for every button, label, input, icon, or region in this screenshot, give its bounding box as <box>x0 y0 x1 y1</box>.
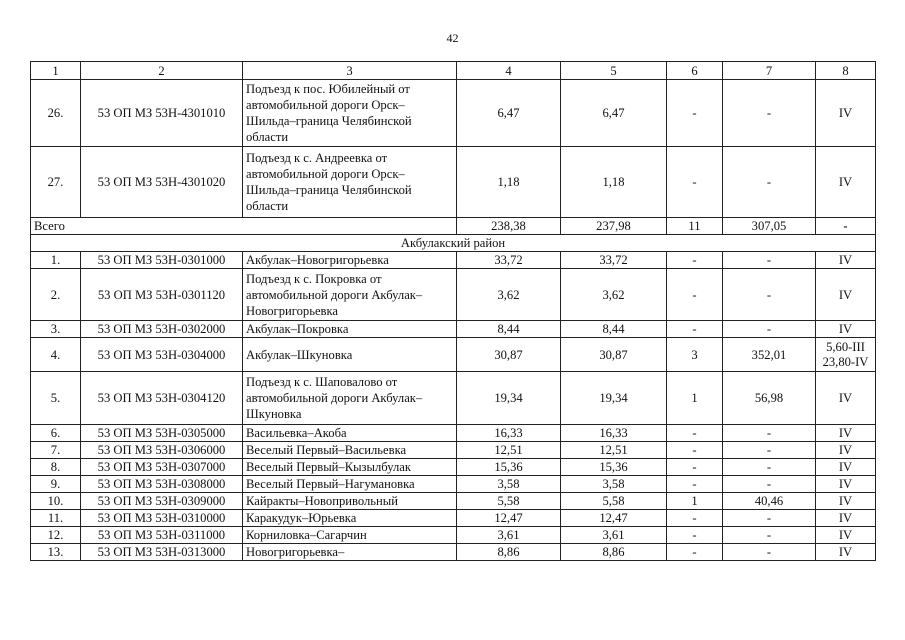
cell-col5: 3,61 <box>561 527 667 544</box>
cell-col8: IV <box>816 80 876 147</box>
cell-col8: IV <box>816 425 876 442</box>
table-row <box>31 459 876 476</box>
cell-col8: IV <box>816 493 876 510</box>
road-name: Подъезд к с. Покровка от автомобильной дороги Акбулак–Новогригорьевка <box>243 269 457 321</box>
cell-col5: 5,58 <box>561 493 667 510</box>
cell-col6: - <box>667 425 723 442</box>
cell-col4: 16,33 <box>457 425 561 442</box>
table-row <box>31 252 876 269</box>
row-number: 6. <box>31 425 81 442</box>
table-row <box>31 338 876 372</box>
header-cell: 4 <box>457 62 561 80</box>
cell-col4: 30,87 <box>457 338 561 372</box>
cell-col6: - <box>667 252 723 269</box>
cell-col6: - <box>667 147 723 218</box>
cell-col6: - <box>667 442 723 459</box>
total-label: Всего <box>31 218 457 235</box>
table-row <box>31 510 876 527</box>
cell-col5: 33,72 <box>561 252 667 269</box>
road-name: Веселый Первый–Нагумановка <box>243 476 457 493</box>
cell-col7: - <box>723 147 816 218</box>
cell-col4: 12,51 <box>457 442 561 459</box>
cell-col7: 352,01 <box>723 338 816 372</box>
total-col5: 237,98 <box>561 218 667 235</box>
cell-col6: - <box>667 80 723 147</box>
row-number: 3. <box>31 321 81 338</box>
road-code: 53 ОП МЗ 53Н-0301000 <box>81 252 243 269</box>
cell-col5: 19,34 <box>561 372 667 425</box>
cell-col8: IV <box>816 321 876 338</box>
total-col7: 307,05 <box>723 218 816 235</box>
total-col8: - <box>816 218 876 235</box>
table-row <box>31 442 876 459</box>
table-row <box>31 544 876 561</box>
table-row <box>31 372 876 425</box>
road-code: 53 ОП МЗ 53Н-0308000 <box>81 476 243 493</box>
cell-col8: IV <box>816 510 876 527</box>
cell-col6: - <box>667 321 723 338</box>
cell-col8: IV <box>816 442 876 459</box>
cell-col8: IV <box>816 269 876 321</box>
road-name: Акбулак–Покровка <box>243 321 457 338</box>
road-name: Акбулак–Шкуновка <box>243 338 457 372</box>
cell-col6: - <box>667 527 723 544</box>
row-number: 11. <box>31 510 81 527</box>
road-name: Веселый Первый–Васильевка <box>243 442 457 459</box>
road-code: 53 ОП МЗ 53Н-0302000 <box>81 321 243 338</box>
cell-col5: 3,62 <box>561 269 667 321</box>
cell-col6: - <box>667 476 723 493</box>
road-name: Акбулак–Новогригорьевка <box>243 252 457 269</box>
cell-col8: IV <box>816 527 876 544</box>
road-name: Подъезд к с. Шаповалово от автомобильной дороги Акбулак–Шкуновка <box>243 372 457 425</box>
cell-col7: - <box>723 425 816 442</box>
table-header-row <box>31 62 876 80</box>
road-code: 53 ОП МЗ 53Н-0306000 <box>81 442 243 459</box>
road-name: Подъезд к с. Андреевка от автомобильной дороги Орск–Шильда–граница Челябинской области <box>243 147 457 218</box>
header-cell: 6 <box>667 62 723 80</box>
cell-col4: 6,47 <box>457 80 561 147</box>
cell-col7: - <box>723 252 816 269</box>
cell-col8: IV <box>816 544 876 561</box>
cell-col4: 3,58 <box>457 476 561 493</box>
table-row <box>31 476 876 493</box>
row-number: 13. <box>31 544 81 561</box>
cell-col7: - <box>723 544 816 561</box>
cell-col5: 6,47 <box>561 80 667 147</box>
header-cell: 8 <box>816 62 876 80</box>
cell-col6: 3 <box>667 338 723 372</box>
cell-col7: - <box>723 527 816 544</box>
table-row <box>31 269 876 321</box>
cell-col4: 3,61 <box>457 527 561 544</box>
cell-col6: 1 <box>667 493 723 510</box>
cell-col8: IV <box>816 147 876 218</box>
cell-col6: - <box>667 269 723 321</box>
header-cell: 2 <box>81 62 243 80</box>
row-number: 9. <box>31 476 81 493</box>
cell-col4: 12,47 <box>457 510 561 527</box>
road-code: 53 ОП МЗ 53Н-4301020 <box>81 147 243 218</box>
cell-col8: IV <box>816 252 876 269</box>
cell-col7: - <box>723 321 816 338</box>
cell-col7: - <box>723 459 816 476</box>
cell-col5: 12,51 <box>561 442 667 459</box>
cell-col7: - <box>723 80 816 147</box>
cell-col4: 3,62 <box>457 269 561 321</box>
cell-col4: 33,72 <box>457 252 561 269</box>
cell-col4: 1,18 <box>457 147 561 218</box>
road-code: 53 ОП МЗ 53Н-0309000 <box>81 493 243 510</box>
cell-col7: 56,98 <box>723 372 816 425</box>
cell-col5: 30,87 <box>561 338 667 372</box>
road-code: 53 ОП МЗ 53Н-0307000 <box>81 459 243 476</box>
cell-col7: - <box>723 476 816 493</box>
cell-col5: 1,18 <box>561 147 667 218</box>
cell-col7: - <box>723 269 816 321</box>
row-number: 4. <box>31 338 81 372</box>
road-code: 53 ОП МЗ 53Н-0311000 <box>81 527 243 544</box>
table-row <box>31 80 876 147</box>
road-code: 53 ОП МЗ 53Н-4301010 <box>81 80 243 147</box>
row-number: 27. <box>31 147 81 218</box>
road-name: Подъезд к пос. Юбилейный от автомобильной дороги Орск–Шильда–граница Челябинской области <box>243 80 457 147</box>
road-code: 53 ОП МЗ 53Н-0301120 <box>81 269 243 321</box>
cell-col4: 8,44 <box>457 321 561 338</box>
cell-col5: 16,33 <box>561 425 667 442</box>
roads-table <box>30 61 876 561</box>
row-number: 7. <box>31 442 81 459</box>
page-number: 42 <box>446 31 459 45</box>
row-number: 5. <box>31 372 81 425</box>
header-cell: 7 <box>723 62 816 80</box>
row-number: 26. <box>31 80 81 147</box>
table-row <box>31 527 876 544</box>
cell-col6: - <box>667 510 723 527</box>
total-col4: 238,38 <box>457 218 561 235</box>
cell-col4: 19,34 <box>457 372 561 425</box>
row-number: 10. <box>31 493 81 510</box>
cell-col6: - <box>667 544 723 561</box>
road-code: 53 ОП МЗ 53Н-0304120 <box>81 372 243 425</box>
row-number: 1. <box>31 252 81 269</box>
road-code: 53 ОП МЗ 53Н-0313000 <box>81 544 243 561</box>
cell-col4: 15,36 <box>457 459 561 476</box>
cell-col8: IV <box>816 372 876 425</box>
road-name: Корниловка–Сагарчин <box>243 527 457 544</box>
cell-col8: IV <box>816 476 876 493</box>
road-name: Васильевка–Акоба <box>243 425 457 442</box>
cell-col5: 3,58 <box>561 476 667 493</box>
cell-col4: 5,58 <box>457 493 561 510</box>
cell-col5: 8,86 <box>561 544 667 561</box>
cell-col7: - <box>723 442 816 459</box>
total-col6: 11 <box>667 218 723 235</box>
road-name: Новогригорьевка– <box>243 544 457 561</box>
road-code: 53 ОП МЗ 53Н-0305000 <box>81 425 243 442</box>
cell-col6: - <box>667 459 723 476</box>
row-number: 12. <box>31 527 81 544</box>
road-code: 53 ОП МЗ 53Н-0310000 <box>81 510 243 527</box>
cell-col8: 5,60-III 23,80-IV <box>816 338 876 372</box>
header-cell: 3 <box>243 62 457 80</box>
cell-col6: 1 <box>667 372 723 425</box>
cell-col5: 8,44 <box>561 321 667 338</box>
cell-col8: IV <box>816 459 876 476</box>
road-name: Веселый Первый–Кызылбулак <box>243 459 457 476</box>
table-row <box>31 321 876 338</box>
total-row <box>31 218 876 235</box>
district-row <box>31 235 876 252</box>
table-row <box>31 493 876 510</box>
road-name: Кайракты–Новопривольный <box>243 493 457 510</box>
row-number: 2. <box>31 269 81 321</box>
table-row <box>31 425 876 442</box>
district-title: Акбулакский район <box>31 235 876 252</box>
table-row <box>31 147 876 218</box>
cell-col7: - <box>723 510 816 527</box>
cell-col7: 40,46 <box>723 493 816 510</box>
cell-col5: 12,47 <box>561 510 667 527</box>
road-name: Каракудук–Юрьевка <box>243 510 457 527</box>
cell-col5: 15,36 <box>561 459 667 476</box>
row-number: 8. <box>31 459 81 476</box>
cell-col4: 8,86 <box>457 544 561 561</box>
header-cell: 5 <box>561 62 667 80</box>
header-cell: 1 <box>31 62 81 80</box>
road-code: 53 ОП МЗ 53Н-0304000 <box>81 338 243 372</box>
